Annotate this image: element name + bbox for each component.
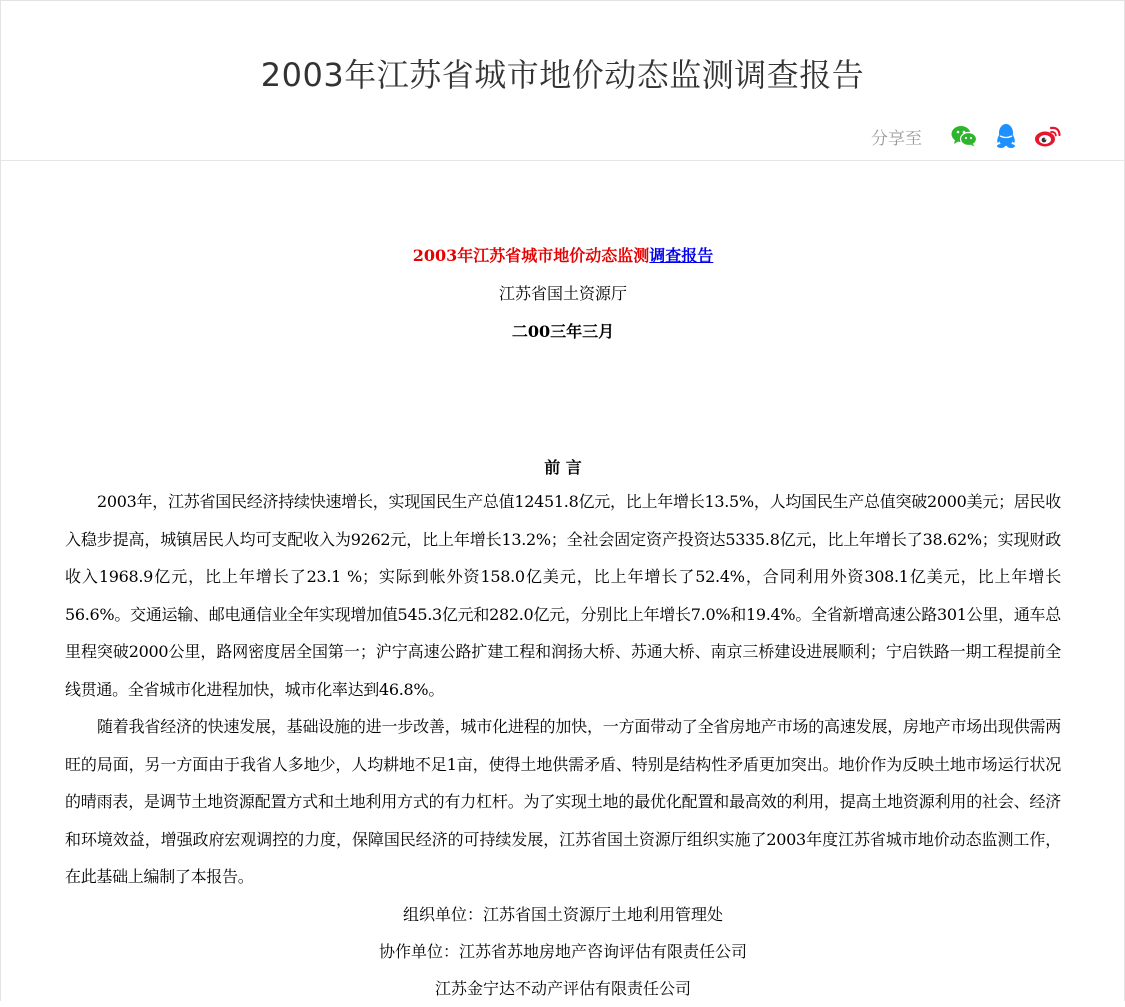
report-link[interactable]: 调查报告 (649, 246, 714, 265)
cooperator-line: 协作单位：江苏省苏地房地产咨询评估有限责任公司 (378, 941, 747, 961)
page-title: 2003年江苏省城市地价动态监测调查报告 (260, 56, 865, 94)
article-body (65, 241, 1061, 1007)
preface-heading: 前 言 (544, 458, 582, 477)
article-header (1, 1, 1124, 161)
weibo-icon[interactable] (1034, 122, 1062, 150)
wechat-icon[interactable] (950, 122, 978, 150)
document-issuer: 江苏省国土资源厅 (498, 284, 627, 303)
organizer-line: 组织单位：江苏省国土资源厅土地利用管理处 (402, 904, 723, 924)
document-title (65, 241, 1061, 271)
document-date: 二00三年三月 (511, 322, 615, 341)
paragraph: 随着我省经济的快速发展，基础设施的进一步改善，城市化进程的加快，一方面带动了全省房地产市场的高速发展，房地产市场出现供需两旺的局面，另一方面由于我省人多地少，人均耕地不足1亩，使得土地供需矛盾、特别是结构性矛盾更加突出。地价作为反映土地市场运行状况的晴雨表，是调节土地资源配置方式和土地利用方式的有力杠杆。为了实现土地的最优化配置和最高效的利用，提高土地资源利用的社会、经济和环境效益，增强政府宏观调控的力度，保障国民经济的可持续发展，江苏省国土资源厅组织实施了2003年度江苏省城市地价动态监测工作，在此基础上编制了本报告。 (65, 717, 1061, 886)
share-label: 分享至 (871, 128, 922, 149)
document-title-text: 2003年江苏省城市地价动态监测 (412, 246, 650, 265)
cooperator-line-2: 江苏金宁达不动产评估有限责任公司 (434, 978, 691, 998)
qq-icon[interactable] (992, 122, 1020, 150)
paragraph: 2003年，江苏省国民经济持续快速增长，实现国民生产总值12451.8亿元，比上年增长13.5%，人均国民生产总值突破2000美元；居民收入稳步提高，城镇居民人均可支配收入为9262元，比上年增长13.2%；全社会固定资产投资达5335.8亿元，比上年增长了38.62%；实现财政收入1968.9亿元，比上年增长了23.1 %；实际到帐外资158.0亿美元，比上年增长了52.4%，合同利用外资308.1亿美元，比上年增长56.6%。交通运输、邮电通信业全年实现增加值545.3亿元和282.0亿元，分别比上年增长7.0%和19.4%。全省新增高速公路301公里，通车总里程突破2000公里，路网密度居全国第一；沪宁高速公路扩建工程和润扬大桥、苏通大桥、南京三桥建设进展顺利；宁启铁路一期工程提前全线贯通。全省城市化进程加快，城市化率达到46.8%。 (65, 492, 1061, 699)
share-bar (871, 121, 1062, 151)
